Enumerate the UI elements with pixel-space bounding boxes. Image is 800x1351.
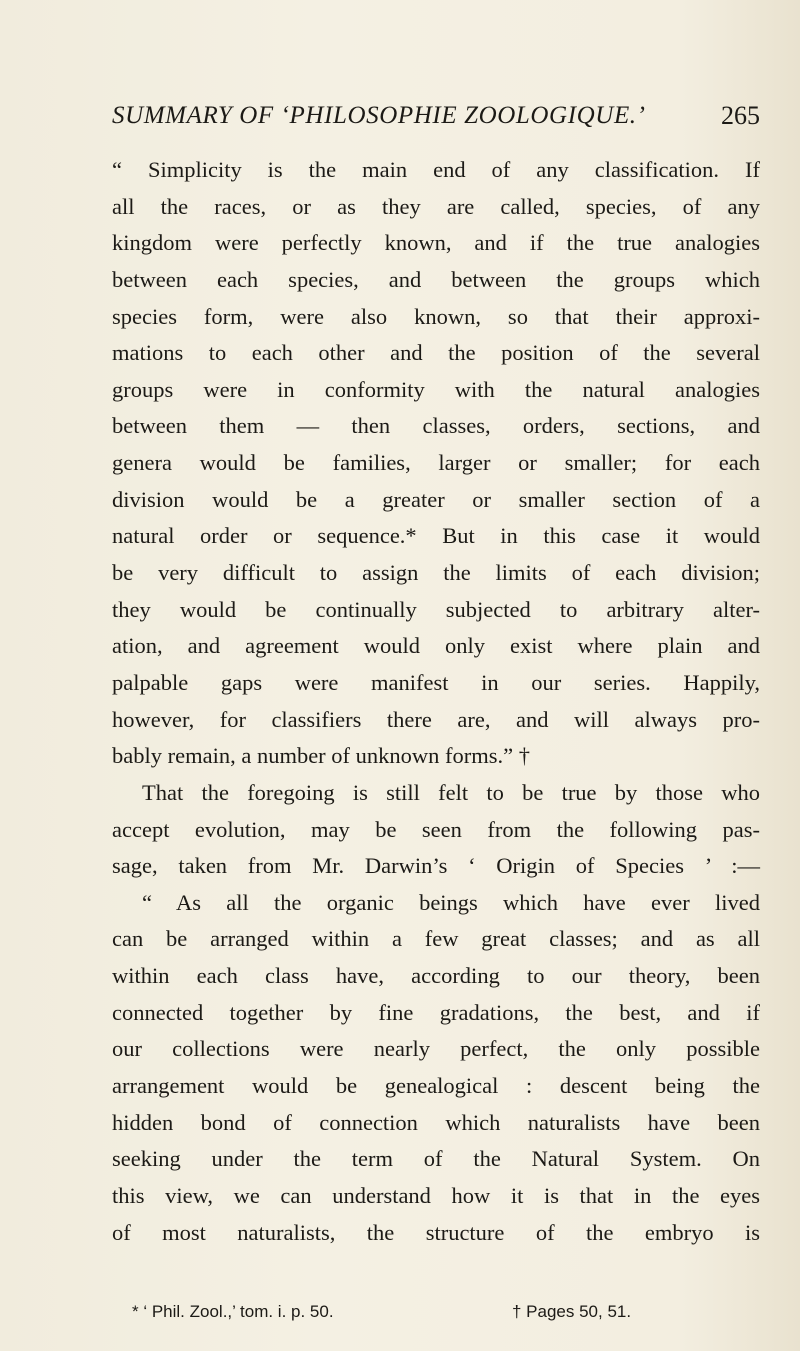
text-line: connected together by fine gradations, the best, and if: [112, 999, 760, 1025]
text-line: “ Simplicity is the main end of any classification. If: [112, 157, 760, 182]
page-number: 265: [721, 101, 760, 130]
text-line: groups were in conformity with the natural analogies: [112, 376, 760, 402]
running-head: [112, 100, 760, 140]
running-head-title: SUMMARY OF ‘PHILOSOPHIE ZOOLOGIQUE.’: [112, 102, 646, 129]
text-line: “ As all the organic beings which have ever lived: [142, 889, 760, 915]
text-line: all the races, or as they are called, species, of any: [112, 193, 760, 219]
text-line: genera would be families, larger or smaller; for each: [112, 450, 760, 476]
footnotes: [112, 1299, 760, 1325]
text-line: kingdom were perfectly known, and if the true analogies: [112, 230, 760, 256]
text-line: division would be a greater or smaller section of a: [112, 486, 760, 512]
text-line: ation, and agreement would only exist where plain and: [112, 633, 760, 659]
text-line: of most naturalists, the structure of the embryo is: [112, 1219, 760, 1245]
text-line: can be arranged within a few great classes; and as all: [112, 926, 760, 952]
footnote-dagger: † Pages 50, 51.: [512, 1302, 632, 1321]
text-line: between them — then classes, orders, sections, and: [112, 413, 760, 439]
footnote-star: * ‘ Phil. Zool.,’ tom. i. p. 50.: [132, 1302, 334, 1321]
text-line: they would be continually subjected to arbitrary alter-: [112, 596, 760, 622]
text-line: mations to each other and the position of the several: [112, 340, 760, 366]
text-line: species form, were also known, so that their approxi-: [112, 303, 760, 329]
text-line: That the foregoing is still felt to be true by those who: [142, 779, 760, 805]
text-line: be very difficult to assign the limits of each division;: [112, 560, 760, 586]
body-text: [112, 152, 760, 1251]
text-line: seeking under the term of the Natural System. On: [112, 1146, 760, 1172]
text-line: bably remain, a number of unknown forms.” †: [112, 743, 531, 769]
text-line: arrangement would be genealogical : descent being the: [112, 1073, 760, 1099]
text-line: hidden bond of connection which naturalists have been: [112, 1109, 760, 1135]
text-line: sage, taken from Mr. Darwin’s ‘ Origin of Species ’ :—: [112, 853, 760, 879]
text-line: however, for classifiers there are, and will always pro-: [112, 706, 760, 732]
text-line: this view, we can understand how it is that in the eyes: [112, 1182, 760, 1208]
text-line: accept evolution, may be seen from the following pas-: [112, 816, 760, 842]
text-line: palpable gaps were manifest in our series. Happily,: [112, 669, 760, 695]
text-line: between each species, and between the groups which: [112, 266, 760, 292]
text-line: our collections were nearly perfect, the only possible: [112, 1036, 760, 1062]
text-line: natural order or sequence.* But in this case it would: [112, 523, 760, 549]
text-line: within each class have, according to our theory, been: [112, 963, 760, 989]
